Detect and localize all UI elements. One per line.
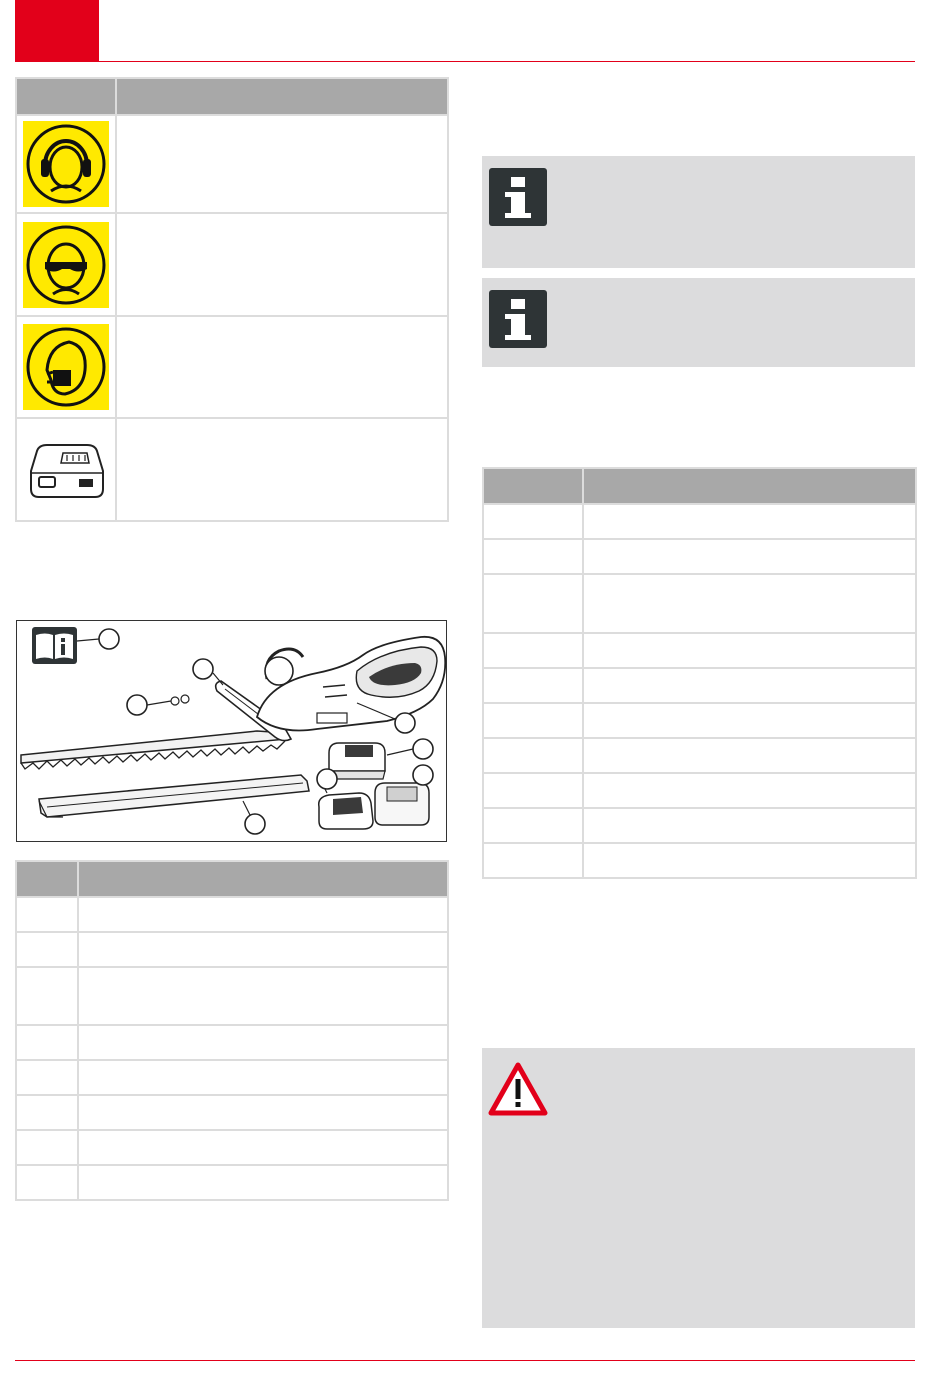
symbol-cell [16, 213, 116, 316]
section-marker [15, 0, 99, 62]
header-cell [78, 861, 448, 897]
symbol-cell [16, 418, 116, 521]
header-cell [483, 468, 583, 504]
table-cell [78, 1060, 448, 1095]
table-cell [483, 539, 583, 574]
ear-protection-icon [23, 121, 109, 207]
table-cell [16, 1025, 78, 1060]
table-cell [78, 932, 448, 967]
table-cell [583, 539, 916, 574]
parts-table-left [15, 860, 449, 1201]
table-row [483, 574, 916, 633]
info-note [482, 278, 915, 367]
battery-pack-icon [23, 427, 109, 513]
table-row [16, 932, 448, 967]
table-cell [483, 808, 583, 843]
table-row [16, 1060, 448, 1095]
table-cell [16, 1165, 78, 1200]
table-cell [583, 808, 916, 843]
table-row [16, 418, 448, 521]
table-row [16, 115, 448, 213]
table-header-row [16, 78, 448, 115]
table-row [483, 808, 916, 843]
read-manual-icon [32, 627, 77, 664]
table-row [483, 539, 916, 574]
info-icon [489, 290, 547, 348]
symbol-cell [16, 115, 116, 213]
header-rule [15, 61, 915, 62]
table-cell [483, 504, 583, 539]
table-cell [583, 668, 916, 703]
table-row [483, 633, 916, 668]
dust-mask-icon [23, 324, 109, 410]
footer-rule [15, 1360, 915, 1361]
header-cell [16, 78, 116, 115]
table-cell [16, 1060, 78, 1095]
table-cell [483, 773, 583, 808]
product-overview-figure [16, 620, 447, 842]
table-row [483, 738, 916, 773]
table-cell [483, 738, 583, 773]
table-cell [583, 574, 916, 633]
table-cell [483, 668, 583, 703]
symbol-description [116, 213, 448, 316]
header-cell [116, 78, 448, 115]
table-cell [583, 738, 916, 773]
table-row [483, 668, 916, 703]
table-row [483, 504, 916, 539]
table-cell [16, 897, 78, 932]
table-cell [483, 574, 583, 633]
table-cell [483, 703, 583, 738]
table-cell [483, 843, 583, 878]
info-note [482, 156, 915, 268]
table-cell [78, 1165, 448, 1200]
table-cell [583, 633, 916, 668]
warning-box [482, 1048, 915, 1328]
info-icon [489, 168, 547, 226]
table-cell [583, 843, 916, 878]
table-row [16, 213, 448, 316]
table-row [16, 1130, 448, 1165]
table-cell [583, 703, 916, 738]
table-cell [16, 932, 78, 967]
table-cell [78, 897, 448, 932]
symbol-description [116, 316, 448, 418]
symbol-description [116, 115, 448, 213]
table-cell [583, 504, 916, 539]
table-row [16, 316, 448, 418]
symbols-table [15, 77, 449, 522]
table-row [483, 773, 916, 808]
table-header-row [483, 468, 916, 504]
header-cell [16, 861, 78, 897]
table-cell [78, 1025, 448, 1060]
table-cell [483, 633, 583, 668]
symbol-description [116, 418, 448, 521]
table-header-row [16, 861, 448, 897]
table-row [16, 1165, 448, 1200]
eye-protection-icon [23, 222, 109, 308]
table-cell [583, 773, 916, 808]
table-cell [16, 1095, 78, 1130]
hedge-trimmer-illustration [17, 621, 448, 843]
symbol-cell [16, 316, 116, 418]
table-row [16, 1095, 448, 1130]
table-cell [78, 967, 448, 1025]
table-cell [16, 967, 78, 1025]
warning-triangle-icon [487, 1061, 549, 1117]
table-row [16, 897, 448, 932]
table-row [483, 703, 916, 738]
table-cell [16, 1130, 78, 1165]
table-row [16, 967, 448, 1025]
table-cell [78, 1095, 448, 1130]
header-cell [583, 468, 916, 504]
table-row [16, 1025, 448, 1060]
table-row [483, 843, 916, 878]
table-cell [78, 1130, 448, 1165]
parts-table-right [482, 467, 917, 879]
